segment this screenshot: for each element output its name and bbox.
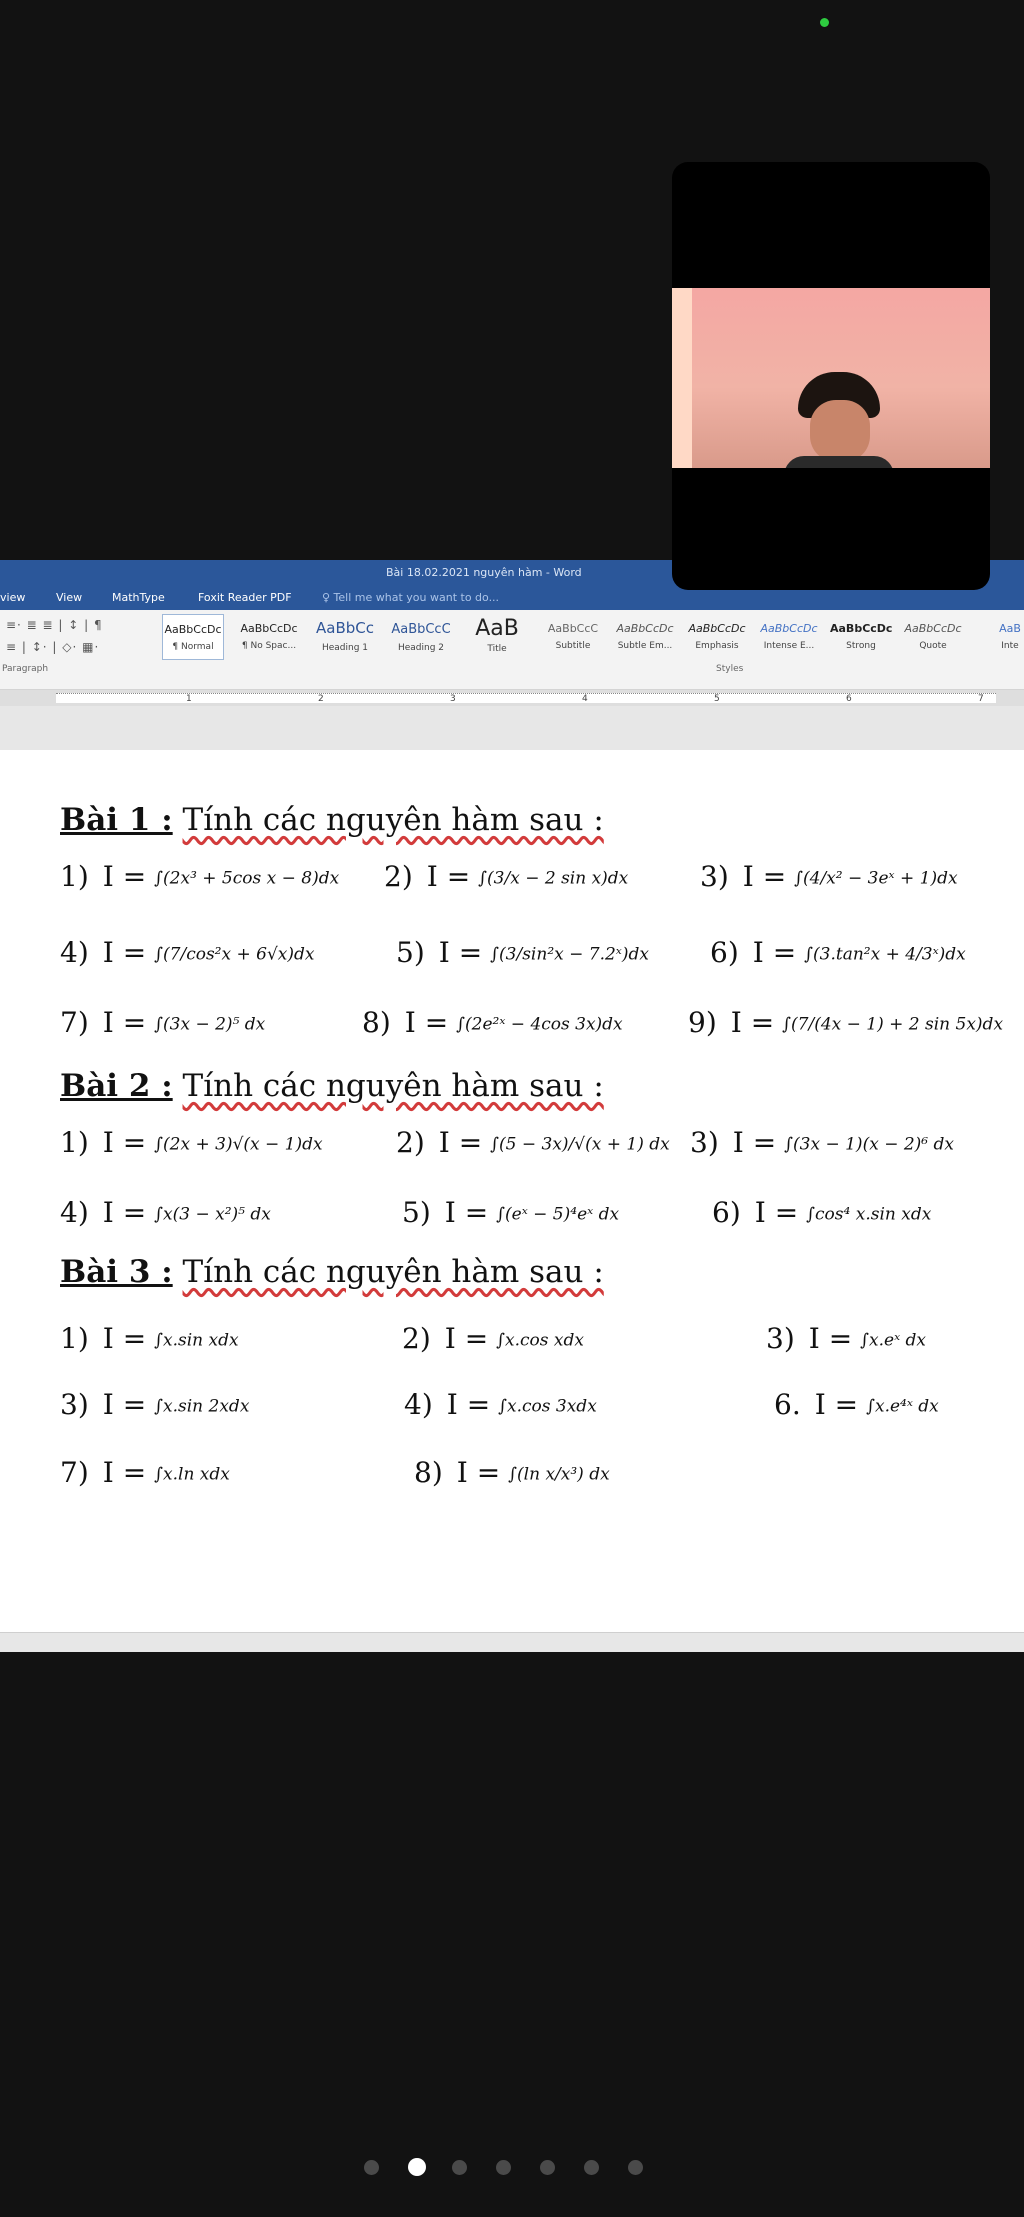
document-page[interactable] xyxy=(0,750,1024,1632)
integral-formula: ∫x.eˣ dx xyxy=(860,1330,926,1351)
section-title: Tính các nguyên hàm sau : xyxy=(182,802,604,838)
integral-symbol: I = xyxy=(102,1322,147,1355)
integral-formula: ∫x.sin xdx xyxy=(154,1330,239,1351)
participant-video-tile[interactable] xyxy=(672,162,990,590)
group-label-paragraph: Paragraph xyxy=(2,664,49,674)
page-dot[interactable] xyxy=(628,2160,643,2175)
section-number: Bài 1 : xyxy=(60,802,173,838)
problem-number: 6) xyxy=(710,936,739,969)
word-bottom-bar xyxy=(0,1632,1024,1652)
problem-number: 3) xyxy=(60,1388,89,1421)
page-dot[interactable] xyxy=(452,2160,467,2175)
integral-symbol: I = xyxy=(808,1322,853,1355)
integral-symbol: I = xyxy=(438,936,483,969)
problem-number: 4) xyxy=(60,1196,89,1229)
problem-number: 4) xyxy=(60,936,89,969)
integral-formula: ∫x(3 − x²)⁵ dx xyxy=(154,1204,271,1225)
group-label-styles: Styles xyxy=(716,664,744,674)
problem-number: 4) xyxy=(404,1388,433,1421)
integral-symbol: I = xyxy=(730,1006,775,1039)
section-heading-bai-3 xyxy=(60,1254,604,1290)
integral-formula: ∫(7/cos²x + 6√x)dx xyxy=(154,944,315,965)
problem-item xyxy=(766,1322,926,1355)
style-strong[interactable]: AaBbCcDc Strong xyxy=(830,622,892,651)
problem-item xyxy=(710,936,966,969)
page-dot-active[interactable] xyxy=(408,2158,426,2176)
style-no-spacing[interactable]: AaBbCcDc ¶ No Spac... xyxy=(240,622,298,651)
integral-formula: ∫(eˣ − 5)⁴eˣ dx xyxy=(496,1204,620,1225)
ruler-mark: 6 xyxy=(846,694,852,704)
problem-item xyxy=(402,1322,584,1355)
section-heading-bai-2 xyxy=(60,1068,604,1104)
page-gap xyxy=(0,706,1024,750)
problem-item xyxy=(774,1388,939,1421)
ruler-mark: 4 xyxy=(582,694,588,704)
problem-number: 8) xyxy=(414,1456,443,1489)
problem-number: 3) xyxy=(690,1126,719,1159)
integral-symbol: I = xyxy=(438,1126,483,1159)
problem-number: 5) xyxy=(402,1196,431,1229)
section-number: Bài 2 : xyxy=(60,1068,173,1104)
integral-symbol: I = xyxy=(404,1006,449,1039)
integral-formula: ∫(5 − 3x)/√(x + 1) dx xyxy=(490,1134,670,1155)
problem-item xyxy=(690,1126,954,1159)
menu-mathtype[interactable]: MathType xyxy=(112,591,165,604)
document-title: Bài 18.02.2021 nguyên hàm - Word xyxy=(386,566,582,579)
problem-number: 8) xyxy=(362,1006,391,1039)
integral-symbol: I = xyxy=(102,936,147,969)
problem-item xyxy=(712,1196,931,1229)
ribbon xyxy=(0,610,1024,690)
participant-shoulders xyxy=(784,456,894,468)
problem-item xyxy=(384,860,628,893)
paragraph-tools-row1[interactable]: ≡· ≣ ≣ | ↕ | ¶ xyxy=(6,618,103,632)
problem-number: 9) xyxy=(688,1006,717,1039)
integral-symbol: I = xyxy=(754,1196,799,1229)
problem-number: 3) xyxy=(766,1322,795,1355)
integral-formula: ∫(3/x − 2 sin x)dx xyxy=(478,868,629,889)
integral-formula: ∫(2e²ˣ − 4cos 3x)dx xyxy=(456,1014,623,1035)
ruler-track xyxy=(56,693,996,703)
problem-number: 2) xyxy=(402,1322,431,1355)
camera-background-curtain xyxy=(672,288,692,468)
section-number: Bài 3 : xyxy=(60,1254,173,1290)
problem-item xyxy=(362,1006,623,1039)
problem-number: 7) xyxy=(60,1456,89,1489)
page-dot[interactable] xyxy=(496,2160,511,2175)
integral-symbol: I = xyxy=(814,1388,859,1421)
integral-symbol: I = xyxy=(732,1126,777,1159)
integral-formula: ∫x.e⁴ˣ dx xyxy=(866,1396,939,1417)
problem-item xyxy=(402,1196,619,1229)
section-title: Tính các nguyên hàm sau : xyxy=(182,1068,604,1104)
menu-view-partial[interactable]: view xyxy=(0,591,26,604)
integral-formula: ∫(3/sin²x − 7.2ˣ)dx xyxy=(490,944,649,965)
problem-number: 3) xyxy=(700,860,729,893)
problem-number: 7) xyxy=(60,1006,89,1039)
page-dot[interactable] xyxy=(540,2160,555,2175)
problem-number: 2) xyxy=(396,1126,425,1159)
integral-symbol: I = xyxy=(446,1388,491,1421)
integral-symbol: I = xyxy=(752,936,797,969)
problem-item xyxy=(60,1456,230,1489)
integral-formula: ∫(4/x² − 3eˣ + 1)dx xyxy=(794,868,958,889)
problem-item xyxy=(60,1126,323,1159)
integral-formula: ∫x.sin 2xdx xyxy=(154,1396,250,1417)
section-title: Tính các nguyên hàm sau : xyxy=(182,1254,604,1290)
menu-foxit-reader[interactable]: Foxit Reader PDF xyxy=(198,591,292,604)
problem-item xyxy=(396,1126,670,1159)
problem-item xyxy=(60,1388,249,1421)
style-intense-quote[interactable]: AaB Inte xyxy=(999,622,1021,651)
integral-formula: ∫(ln x/x³) dx xyxy=(508,1464,610,1485)
integral-formula: ∫(3x − 2)⁵ dx xyxy=(154,1014,266,1035)
integral-formula: ∫(3.tan²x + 4/3ˣ)dx xyxy=(804,944,966,965)
camera-feed xyxy=(672,288,990,468)
problem-item xyxy=(60,1196,271,1229)
integral-symbol: I = xyxy=(742,860,787,893)
style-subtitle[interactable]: AaBbCcC Subtitle xyxy=(547,622,599,651)
integral-symbol: I = xyxy=(444,1196,489,1229)
participant-face xyxy=(810,400,870,462)
problem-item xyxy=(414,1456,610,1489)
integral-formula: ∫(3x − 1)(x − 2)⁶ dx xyxy=(784,1134,954,1155)
word-window xyxy=(0,560,1024,1652)
integral-formula: ∫(2x³ + 5cos x − 8)dx xyxy=(154,868,340,889)
style-subtle-emphasis[interactable]: AaBbCcDc Subtle Em... xyxy=(616,622,674,651)
horizontal-ruler[interactable] xyxy=(0,690,1024,706)
integral-symbol: I = xyxy=(456,1456,501,1489)
style-heading-1[interactable]: AaBbCc Heading 1 xyxy=(316,619,374,653)
problem-item xyxy=(700,860,958,893)
page-dot[interactable] xyxy=(584,2160,599,2175)
problem-item xyxy=(60,936,314,969)
ruler-mark: 5 xyxy=(714,694,720,704)
problem-item xyxy=(396,936,649,969)
problem-item xyxy=(60,1322,239,1355)
page-indicator xyxy=(364,2156,664,2176)
ruler-mark: 2 xyxy=(318,694,324,704)
problem-number: 5) xyxy=(396,936,425,969)
style-intense-emphasis[interactable]: AaBbCcDc Intense E... xyxy=(760,622,818,651)
tell-me-search[interactable]: ♀ Tell me what you want to do... xyxy=(322,591,500,604)
integral-symbol: I = xyxy=(102,860,147,893)
integral-symbol: I = xyxy=(444,1322,489,1355)
ruler-mark: 7 xyxy=(978,694,984,704)
menu-view[interactable]: View xyxy=(56,591,83,604)
problem-number: 1) xyxy=(60,1126,89,1159)
status-indicator-dot xyxy=(820,18,829,27)
integral-symbol: I = xyxy=(102,1126,147,1159)
problem-number: 1) xyxy=(60,860,89,893)
integral-formula: ∫x.cos 3xdx xyxy=(498,1396,597,1417)
problem-item xyxy=(60,860,339,893)
problem-item xyxy=(404,1388,597,1421)
integral-formula: ∫x.ln xdx xyxy=(154,1464,230,1485)
problem-number: 1) xyxy=(60,1322,89,1355)
section-heading-bai-1 xyxy=(60,802,604,838)
problem-number: 6) xyxy=(712,1196,741,1229)
style-normal[interactable]: AaBbCcDc ¶ Normal xyxy=(162,614,224,660)
problem-item xyxy=(688,1006,1003,1039)
paragraph-tools xyxy=(0,616,160,660)
integral-formula: ∫(7/(4x − 1) + 2 sin 5x)dx xyxy=(782,1014,1004,1035)
style-emphasis[interactable]: AaBbCcDc Emphasis xyxy=(688,622,746,651)
style-heading-2[interactable]: AaBbCcC Heading 2 xyxy=(391,622,451,653)
integral-symbol: I = xyxy=(102,1456,147,1489)
page-dot[interactable] xyxy=(364,2160,379,2175)
integral-formula: ∫(2x + 3)√(x − 1)dx xyxy=(154,1134,323,1155)
style-title[interactable]: AaB Title xyxy=(475,616,519,654)
integral-symbol: I = xyxy=(102,1196,147,1229)
integral-symbol: I = xyxy=(426,860,471,893)
integral-formula: ∫cos⁴ x.sin xdx xyxy=(806,1204,932,1225)
style-quote[interactable]: AaBbCcDc Quote xyxy=(904,622,962,651)
paragraph-tools-row2[interactable]: ≡ | ↕· | ◇· ▦· xyxy=(6,640,100,654)
integral-symbol: I = xyxy=(102,1388,147,1421)
ruler-mark: 3 xyxy=(450,694,456,704)
integral-formula: ∫x.cos xdx xyxy=(496,1330,584,1351)
ruler-mark: 1 xyxy=(186,694,192,704)
problem-number: 2) xyxy=(384,860,413,893)
integral-symbol: I = xyxy=(102,1006,147,1039)
problem-item xyxy=(60,1006,265,1039)
problem-number: 6. xyxy=(774,1388,801,1421)
